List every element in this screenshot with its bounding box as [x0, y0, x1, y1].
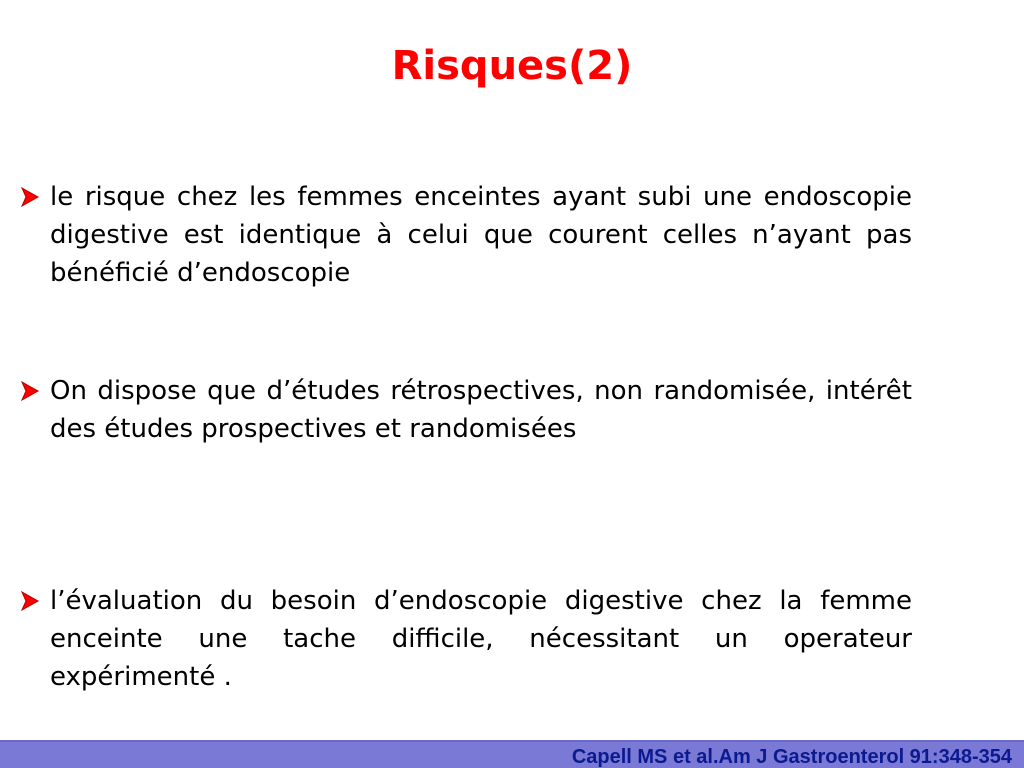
citation: Capell MS et al.Am J Gastroenterol 91:348-354 [571, 746, 1012, 768]
bullet-text: l’évaluation du besoin d’endoscopie digestive chez la femme enceinte une tache difficile, nécessitant un operateur expérimenté . [50, 586, 912, 692]
bullet-item [20, 372, 912, 448]
bullet-text: le risque chez les femmes enceintes ayant subi une endoscopie digestive est identique à celui que courent celles n’ayant pas bénéficié d’endoscopie [50, 182, 912, 288]
arrow-bullet-icon [20, 372, 50, 402]
arrow-bullet-icon [20, 582, 50, 612]
bullet-item [20, 582, 912, 696]
footer-bar [0, 740, 1024, 768]
bullet-text: On dispose que d’études rétrospectives, non randomisée, intérêt des études prospectives et randomisées [50, 376, 912, 444]
slide-title: Risques(2) [391, 43, 633, 89]
bullet-item [20, 178, 912, 292]
arrow-bullet-icon [20, 178, 50, 208]
